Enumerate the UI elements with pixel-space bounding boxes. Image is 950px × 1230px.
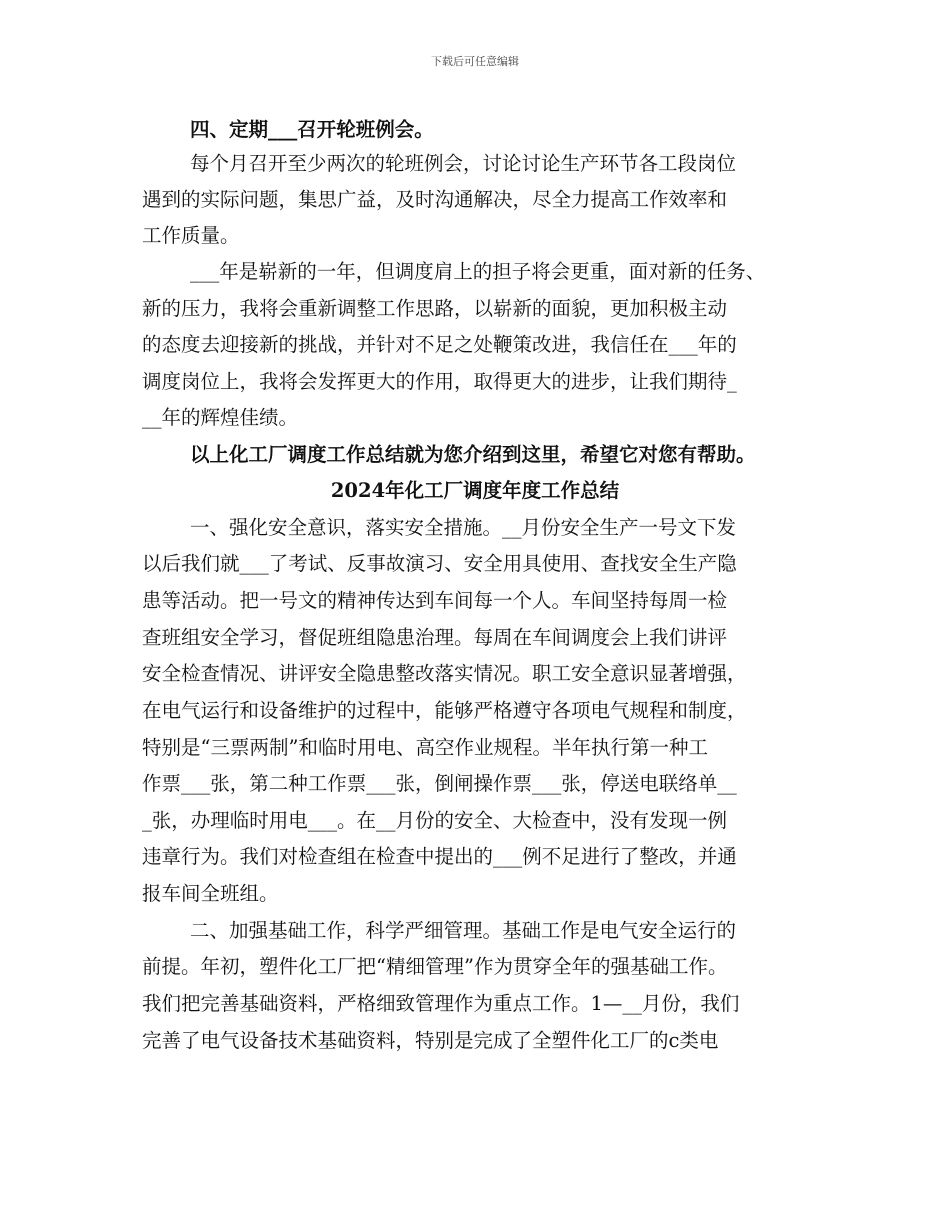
body-line: 特别是“三票两制”和临时用电、高空作业规程。半年执行第一种工: [142, 736, 708, 759]
body-line: 二、加强基础工作，科学严细管理。基础工作是电气安全运行的: [190, 919, 737, 942]
body-line: 遇到的实际问题，集思广益，及时沟通解决，尽全力提高工作效率和: [142, 188, 728, 211]
body-line: _张，办理临时用电___。在__月份的安全、大检查中，没有发现一例: [142, 809, 728, 832]
body-line: __年的辉煌佳绩。: [142, 406, 299, 429]
body-line: 报车间全班组。: [142, 882, 279, 905]
document-title: 2024年化工厂调度年度工作总结: [330, 479, 620, 502]
body-line: 完善了电气设备技术基础资料，特别是完成了全塑件化工厂的c类电: [142, 1029, 719, 1052]
body-line: 调度岗位上，我将会发挥更大的作用，取得更大的进步，让我们期待_: [142, 370, 737, 393]
intro-end-note: 以上化工厂调度工作总结就为您介绍到这里，希望它对您有帮助。: [190, 443, 756, 466]
body-line: 作票___张，第二种工作票___张，倒闸操作票___张，停送电联络单__: [142, 772, 737, 795]
body-line: 查班组安全学习，督促班组隐患治理。每周在车间调度会上我们讲评: [142, 626, 728, 649]
body-line: 工作质量。: [142, 224, 240, 247]
body-line: 一、强化安全意识，落实安全措施。__月份安全生产一号文下发: [190, 516, 737, 539]
body-line: 在电气运行和设备维护的过程中，能够严格遵守各项电气规程和制度，: [142, 699, 747, 722]
body-line: 我们把完善基础资料，严格细致管理作为重点工作。1—__月份，我们: [142, 992, 740, 1015]
page-header: 下载后可任意编辑: [431, 55, 519, 68]
body-line: 安全检查情况、讲评安全隐患整改落实情况。职工安全意识显著增强，: [142, 662, 747, 685]
body-line: 的态度去迎接新的挑战，并针对不足之处鞭策改进，我信任在___年的: [142, 333, 737, 356]
body-line: 以后我们就___了考试、反事故演习、安全用具使用、查找安全生产隐: [142, 552, 737, 575]
body-line: 患等活动。把一号文的精神传达到车间每一个人。车间坚持每周一检: [142, 589, 728, 612]
section-four-heading: 四、定期___召开轮班例会。: [190, 118, 434, 141]
body-line: 前提。年初，塑件化工厂把“精细管理”作为贯穿全年的强基础工作。: [142, 955, 728, 978]
body-line: 每个月召开至少两次的轮班例会，讨论讨论生产环节各工段岗位: [190, 152, 737, 175]
body-line: 违章行为。我们对检查组在检查中提出的___例不足进行了整改，并通: [142, 845, 737, 868]
body-line: ___年是崭新的一年，但调度肩上的担子将会更重，面对新的任务、: [190, 260, 766, 283]
body-line: 新的压力，我将会重新调整工作思路，以崭新的面貌，更加积极主动: [142, 297, 728, 320]
